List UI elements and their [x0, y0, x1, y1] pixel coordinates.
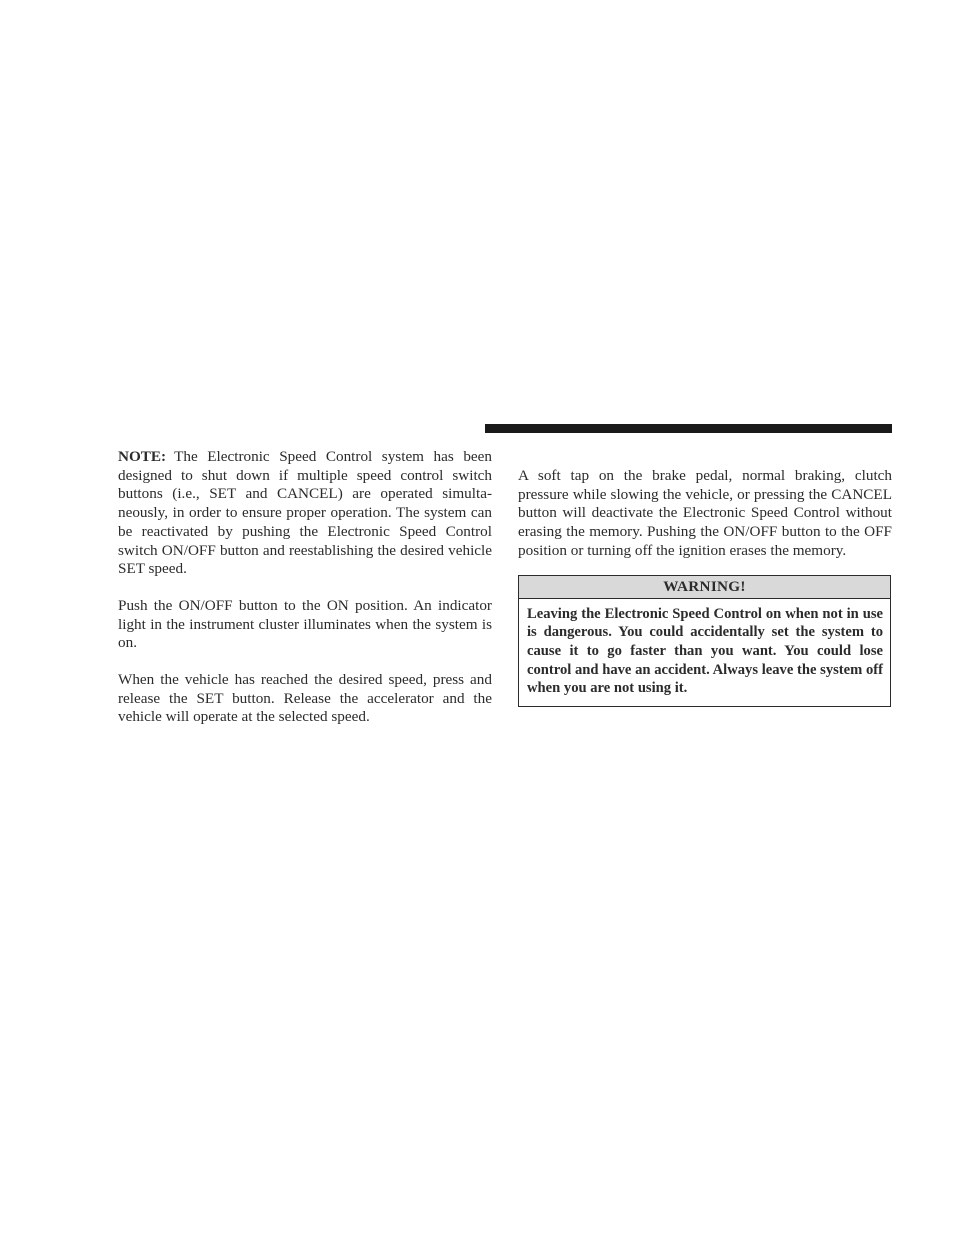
note-paragraph	[118, 448, 492, 579]
warning-box	[518, 575, 891, 708]
section-header-rule	[485, 424, 892, 433]
on-off-paragraph: Push the ON/OFF button to the ON position. An indicator light in the instrument cluster illuminates when the system is on.	[118, 596, 492, 652]
right-column	[518, 467, 892, 707]
left-column	[118, 448, 492, 727]
cancel-paragraph: A soft tap on the brake pedal, normal braking, clutch pressure while slowing the vehicle, or pressing the CANCEL button will deactivate the Electronic Speed Control without erasing the memory. Pushing the ON/OFF button to the OFF position or turning off the ignition erases the memory.	[518, 467, 892, 559]
note-label: NOTE:	[118, 448, 167, 465]
note-text: The Electronic Speed Control system has been designed to shut down if multiple speed control switch buttons (i.e., SET and CANCEL) are operated simultaneously, in order to ensure proper operation. The system can be reactivated by pushing the Electronic Speed Control switch ON/OFF button and reestablishing the desired vehicle SET speed.	[118, 448, 492, 578]
set-button-paragraph: When the vehicle has reached the desired speed, press and release the SET button. Release the accelerator and the vehicle will operate at the selected speed.	[118, 671, 492, 726]
warning-title: WARNING!	[519, 576, 890, 599]
warning-body: Leaving the Electronic Speed Control on when not in use is dangerous. You could accidentally set the system to cause it to go faster than you want. You could lose control and have an accident. Always leave the system off when you are not using it.	[527, 605, 883, 697]
